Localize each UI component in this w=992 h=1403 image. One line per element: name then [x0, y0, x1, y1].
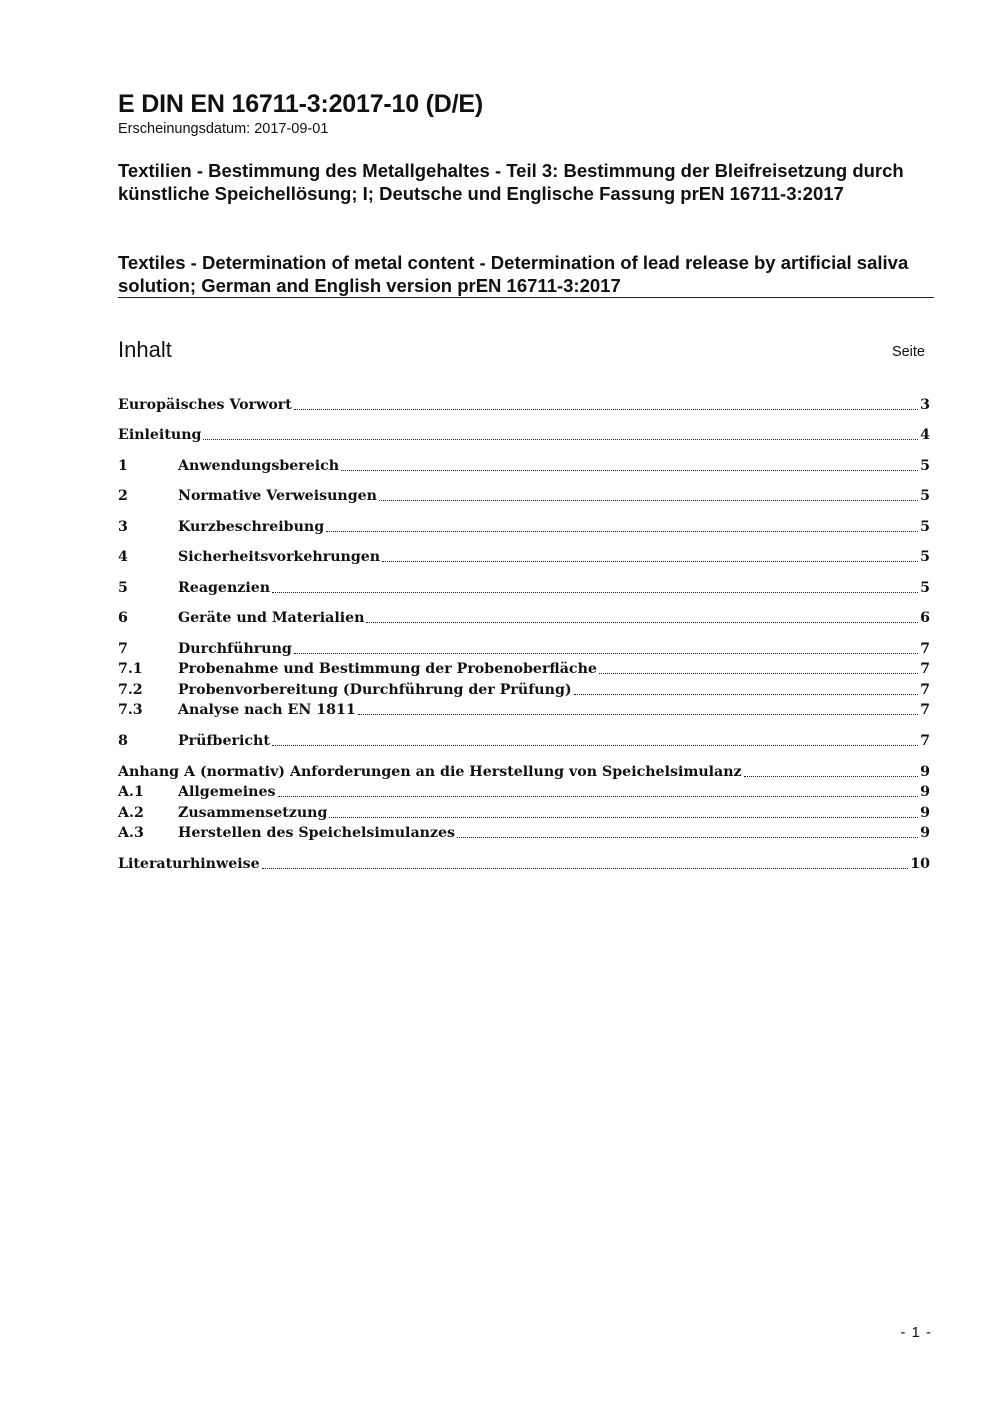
toc-entry-number: 7.1 [118, 661, 143, 677]
toc-entry-title: Durchführung [178, 641, 292, 657]
toc-entry-number: A.1 [118, 784, 144, 800]
toc-entry-title: Anwendungsbereich [178, 458, 340, 474]
toc-entry-title: Einleitung [118, 427, 202, 443]
toc-entry-page: 7 [920, 733, 930, 749]
toc-dot-leader [262, 868, 909, 869]
toc-entry-page: 9 [920, 764, 930, 780]
toc-entry-number: 2 [118, 488, 128, 504]
toc-entry-page: 7 [920, 702, 930, 718]
toc-entry-page: 5 [920, 488, 930, 504]
toc-entry[interactable] [118, 680, 930, 700]
toc-dot-leader [358, 714, 918, 715]
toc-entry[interactable] [118, 517, 930, 537]
toc-entry[interactable] [118, 456, 930, 476]
toc-entry-title: Analyse nach EN 1811 [178, 702, 356, 718]
toc-entry-title: Kurzbeschreibung [178, 519, 325, 535]
toc-entry-title: Europäisches Vorwort [118, 397, 292, 413]
toc-dot-leader [326, 531, 918, 532]
toc-entry[interactable] [118, 823, 930, 843]
toc-dot-leader [599, 673, 918, 674]
toc-entry[interactable] [118, 731, 930, 751]
toc-entry-number: 6 [118, 610, 128, 626]
toc-entry-title: Zusammensetzung [178, 805, 328, 821]
toc-dot-leader [294, 653, 918, 654]
toc-entry[interactable] [118, 700, 930, 720]
toc-entry-title: Prüfbericht [178, 733, 270, 749]
toc-entry-page: 7 [920, 641, 930, 657]
toc-dot-leader [329, 817, 918, 818]
toc-entry-title: Anhang A (normativ) Anforderungen an die Herstellung von Speichelsimulanz [118, 764, 742, 780]
toc-entry-title: Probenvorbereitung (Durchführung der Prüfung) [178, 682, 572, 698]
toc-entry-title: Geräte und Materialien [178, 610, 365, 626]
toc-entry-number: A.3 [118, 825, 144, 841]
toc-entry-title: Herstellen des Speichelsimulanzes [178, 825, 456, 841]
toc-dot-leader [366, 622, 918, 623]
toc-entry-page: 10 [910, 856, 930, 872]
title-english: Textiles - Determination of metal content - Determination of lead release by artificial saliva solution; German and English version prEN 16711-3:2017 [118, 252, 909, 296]
toc-entry-number: 5 [118, 580, 128, 596]
toc-entry-title: Reagenzien [178, 580, 271, 596]
toc-entry-page: 5 [920, 580, 930, 596]
toc-entry-title: Probenahme und Bestimmung der Probenoberfläche [178, 661, 597, 677]
toc-entry[interactable] [118, 782, 930, 802]
toc-entry[interactable] [118, 486, 930, 506]
toc-entry-title: Normative Verweisungen [178, 488, 377, 504]
toc-entry-number: 7.3 [118, 702, 143, 718]
toc-entry-page: 9 [920, 784, 930, 800]
toc-entry-page: 4 [920, 427, 930, 443]
toc-entry[interactable] [118, 803, 930, 823]
toc-dot-leader [272, 745, 918, 746]
toc-dot-leader [744, 776, 919, 777]
toc-entry-page: 5 [920, 549, 930, 565]
toc-entry-number: A.2 [118, 805, 144, 821]
toc-entry-number: 4 [118, 549, 128, 565]
publication-date: Erscheinungsdatum: 2017-09-01 [118, 121, 329, 137]
toc-entry-number: 3 [118, 519, 128, 535]
toc-entry-page: 7 [920, 682, 930, 698]
toc-entry[interactable] [118, 425, 930, 445]
toc-entry-title: Literaturhinweise [118, 856, 260, 872]
page-number: - 1 - [900, 1324, 932, 1341]
toc-entry-page: 9 [920, 805, 930, 821]
toc-entry[interactable] [118, 608, 930, 628]
toc-entry[interactable] [118, 639, 930, 659]
toc-entry-number: 7.2 [118, 682, 143, 698]
toc-entry-page: 5 [920, 519, 930, 535]
title-divider [118, 297, 934, 298]
toc-entry-page: 6 [920, 610, 930, 626]
toc-dot-leader [574, 694, 919, 695]
title-german: Textilien - Bestimmung des Metallgehaltes - Teil 3: Bestimmung der Bleifreisetzung durch künstliche Speichellösung; I; Deutsche und Englische Fassung prEN 16711-3:2017 [118, 160, 904, 204]
toc-entry-page: 3 [920, 397, 930, 413]
toc-entry-number: 1 [118, 458, 128, 474]
toc-entry[interactable] [118, 854, 930, 874]
toc-entry-number: 8 [118, 733, 128, 749]
toc-dot-leader [294, 409, 918, 410]
toc-entry-page: 7 [920, 661, 930, 677]
toc-dot-leader [379, 500, 918, 501]
toc-entry[interactable] [118, 762, 930, 782]
toc-heading: Inhalt [118, 337, 172, 362]
toc-entry-title: Allgemeines [178, 784, 276, 800]
toc-entry-page: 5 [920, 458, 930, 474]
toc-entry-page: 9 [920, 825, 930, 841]
toc-dot-leader [203, 439, 918, 440]
document-id: E DIN EN 16711-3:2017-10 (D/E) [118, 90, 484, 118]
toc-entry[interactable] [118, 395, 930, 415]
toc-dot-leader [382, 561, 918, 562]
toc-entry[interactable] [118, 547, 930, 567]
toc-page-column-label: Seite [891, 344, 925, 360]
toc-dot-leader [272, 592, 918, 593]
toc-dot-leader [457, 837, 918, 838]
toc-dot-leader [278, 796, 919, 797]
toc-entry-title: Sicherheitsvorkehrungen [178, 549, 381, 565]
toc-entry[interactable] [118, 659, 930, 679]
toc-entry-number: 7 [118, 641, 128, 657]
toc-entry[interactable] [118, 578, 930, 598]
toc-dot-leader [341, 470, 918, 471]
